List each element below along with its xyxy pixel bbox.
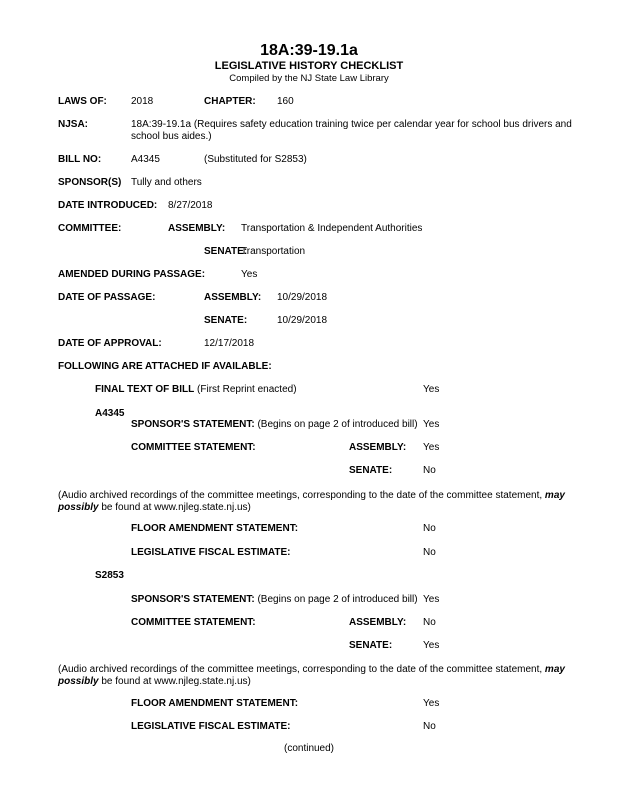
final-text-row: [95, 384, 297, 396]
date-introduced-label: DATE INTRODUCED:: [58, 200, 158, 211]
bill-no-note: (Substituted for S2853): [204, 154, 307, 165]
sponsors-label: SPONSOR(S): [58, 177, 122, 188]
passage-label: DATE OF PASSAGE:: [58, 292, 156, 303]
s2853-floor-label: FLOOR AMENDMENT STATEMENT:: [131, 698, 299, 709]
continued-note: (continued): [283, 743, 335, 754]
chapter-value: 160: [277, 96, 294, 107]
s2853-sponsor-row: [131, 594, 418, 606]
approval-value: 12/17/2018: [204, 338, 255, 349]
attached-heading: FOLLOWING ARE ATTACHED IF AVAILABLE:: [58, 361, 272, 372]
committee-senate-label: SENATE:: [204, 246, 248, 257]
a4345-floor-value: No: [423, 523, 436, 534]
s2853-audio-emphasis: may possibly: [58, 664, 565, 687]
a4345-senate-value: No: [423, 465, 436, 476]
s2853-floor-value: Yes: [423, 698, 440, 709]
a4345-sponsor-value: Yes: [423, 419, 440, 430]
s2853-sponsor-value: Yes: [423, 594, 440, 605]
passage-assembly-value: 10/29/2018: [277, 292, 328, 303]
s2853-fiscal-label: LEGISLATIVE FISCAL ESTIMATE:: [131, 721, 291, 732]
a4345-fiscal-value: No: [423, 547, 436, 558]
a4345-audio-emphasis: may possibly: [58, 490, 565, 513]
final-text-value: Yes: [423, 384, 440, 395]
final-text-label: FINAL TEXT OF BILL: [95, 384, 195, 395]
njsa-label: NJSA:: [58, 119, 89, 130]
s2853-sponsor-note: (Begins on page 2 of introduced bill): [257, 594, 418, 605]
compiled-by: Compiled by the NJ State Law Library: [229, 73, 389, 84]
committee-label: COMMITTEE:: [58, 223, 122, 234]
a4345-audio-note: (Audio archived recordings of the committee meetings, corresponding to the date of the committee statement, may possibly be found at www.njleg.state.nj.us): [58, 490, 565, 513]
passage-senate-value: 10/29/2018: [277, 315, 328, 326]
laws-of-value: 2018: [131, 96, 154, 107]
committee-senate-value: Transportation: [241, 246, 306, 257]
committee-assembly-value: Transportation & Independent Authorities: [241, 223, 423, 234]
s2853-assembly-value: No: [423, 617, 436, 628]
bill-no-value: A4345: [131, 154, 160, 165]
approval-label: DATE OF APPROVAL:: [58, 338, 162, 349]
laws-of-label: LAWS OF:: [58, 96, 107, 107]
a4345-heading: A4345: [95, 408, 125, 419]
s2853-senate-value: Yes: [423, 640, 440, 651]
s2853-assembly-label: ASSEMBLY:: [349, 617, 407, 628]
sponsors-value: Tully and others: [131, 177, 202, 188]
amended-label: AMENDED DURING PASSAGE:: [58, 269, 206, 280]
a4345-sponsor-row: [131, 419, 418, 431]
bill-no-label: BILL NO:: [58, 154, 102, 165]
a4345-assembly-value: Yes: [423, 442, 440, 453]
committee-assembly-label: ASSEMBLY:: [168, 223, 226, 234]
chapter-label: CHAPTER:: [204, 96, 256, 107]
s2853-fiscal-value: No: [423, 721, 436, 732]
a4345-floor-label: FLOOR AMENDMENT STATEMENT:: [131, 523, 299, 534]
s2853-senate-label: SENATE:: [349, 640, 393, 651]
njsa-value: 18A:39-19.1a (Requires safety education training twice per calendar year for school bus drivers and school bus aides.): [131, 119, 572, 142]
a4345-sponsor-label: SPONSOR'S STATEMENT:: [131, 419, 255, 430]
a4345-fiscal-label: LEGISLATIVE FISCAL ESTIMATE:: [131, 547, 291, 558]
s2853-audio-note: (Audio archived recordings of the committee meetings, corresponding to the date of the committee statement, may possibly be found at www.njleg.state.nj.us): [58, 664, 565, 687]
passage-senate-label: SENATE:: [204, 315, 248, 326]
s2853-sponsor-label: SPONSOR'S STATEMENT:: [131, 594, 255, 605]
passage-assembly-label: ASSEMBLY:: [204, 292, 262, 303]
a4345-sponsor-note: (Begins on page 2 of introduced bill): [257, 419, 418, 430]
document-title: 18A:39-19.1a: [260, 42, 358, 59]
a4345-senate-label: SENATE:: [349, 465, 393, 476]
a4345-assembly-label: ASSEMBLY:: [349, 442, 407, 453]
date-introduced-value: 8/27/2018: [168, 200, 213, 211]
amended-value: Yes: [241, 269, 258, 280]
a4345-committee-label: COMMITTEE STATEMENT:: [131, 442, 256, 453]
final-text-note: (First Reprint enacted): [197, 384, 297, 395]
s2853-committee-label: COMMITTEE STATEMENT:: [131, 617, 256, 628]
s2853-heading: S2853: [95, 570, 124, 581]
document-subtitle: LEGISLATIVE HISTORY CHECKLIST: [214, 60, 404, 72]
